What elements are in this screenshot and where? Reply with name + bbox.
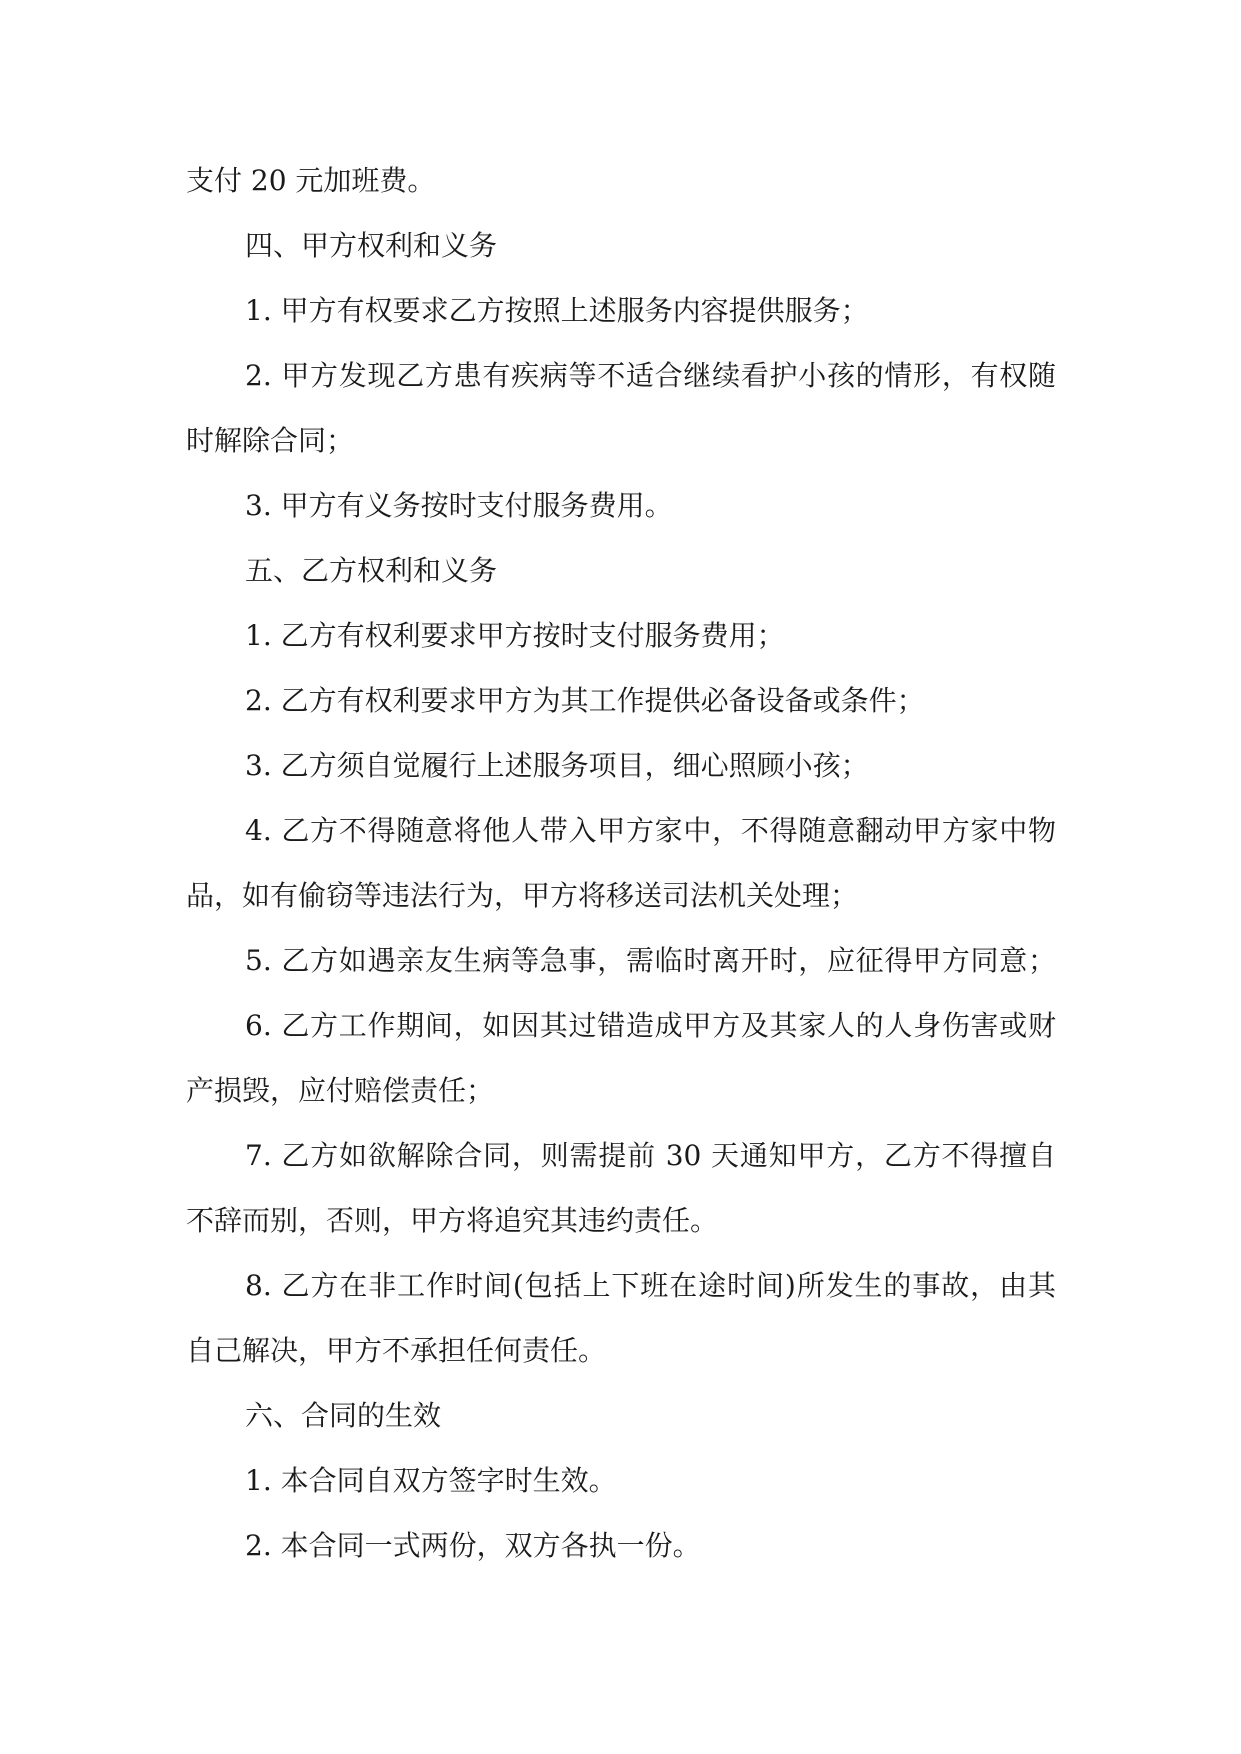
paragraph-line: 产损毁，应付赔偿责任； xyxy=(186,1074,495,1107)
paragraph-line: 7. 乙方如欲解除合同，则需提前 30 天通知甲方，乙方不得擅自 xyxy=(245,1139,1056,1172)
paragraph-line: 5. 乙方如遇亲友生病等急事，需临时离开时，应征得甲方同意； xyxy=(245,944,1056,977)
section-heading: 五、乙方权利和义务 xyxy=(245,554,498,587)
paragraph-line: 1. 本合同自双方签字时生效。 xyxy=(245,1464,617,1497)
paragraph-line: 2. 甲方发现乙方患有疾病等不适合继续看护小孩的情形，有权随 xyxy=(245,359,1056,392)
paragraph-line: 6. 乙方工作期间，如因其过错造成甲方及其家人的人身伤害或财 xyxy=(245,1009,1056,1042)
paragraph-line: 4. 乙方不得随意将他人带入甲方家中，不得随意翻动甲方家中物 xyxy=(245,814,1056,847)
paragraph-line: 品，如有偷窃等违法行为，甲方将移送司法机关处理； xyxy=(186,879,859,912)
paragraph-line: 时解除合同； xyxy=(186,424,355,457)
section-heading: 四、甲方权利和义务 xyxy=(245,229,498,262)
paragraph-line: 自己解决，甲方不承担任何责任。 xyxy=(186,1334,607,1367)
section-heading: 六、合同的生效 xyxy=(245,1399,442,1432)
paragraph-line: 2. 本合同一式两份，双方各执一份。 xyxy=(245,1529,701,1562)
paragraph-line: 不辞而别，否则，甲方将追究其违约责任。 xyxy=(186,1204,719,1237)
paragraph-line: 支付 20 元加班费。 xyxy=(186,164,436,197)
paragraph-line: 3. 甲方有义务按时支付服务费用。 xyxy=(245,489,673,522)
paragraph-line: 8. 乙方在非工作时间(包括上下班在途时间)所发生的事故，由其 xyxy=(245,1269,1056,1302)
paragraph-line: 2. 乙方有权利要求甲方为其工作提供必备设备或条件； xyxy=(245,684,925,717)
paragraph-line: 3. 乙方须自觉履行上述服务项目，细心照顾小孩； xyxy=(245,749,869,782)
paragraph-line: 1. 甲方有权要求乙方按照上述服务内容提供服务； xyxy=(245,294,869,327)
paragraph-line: 1. 乙方有权利要求甲方按时支付服务费用； xyxy=(245,619,785,652)
